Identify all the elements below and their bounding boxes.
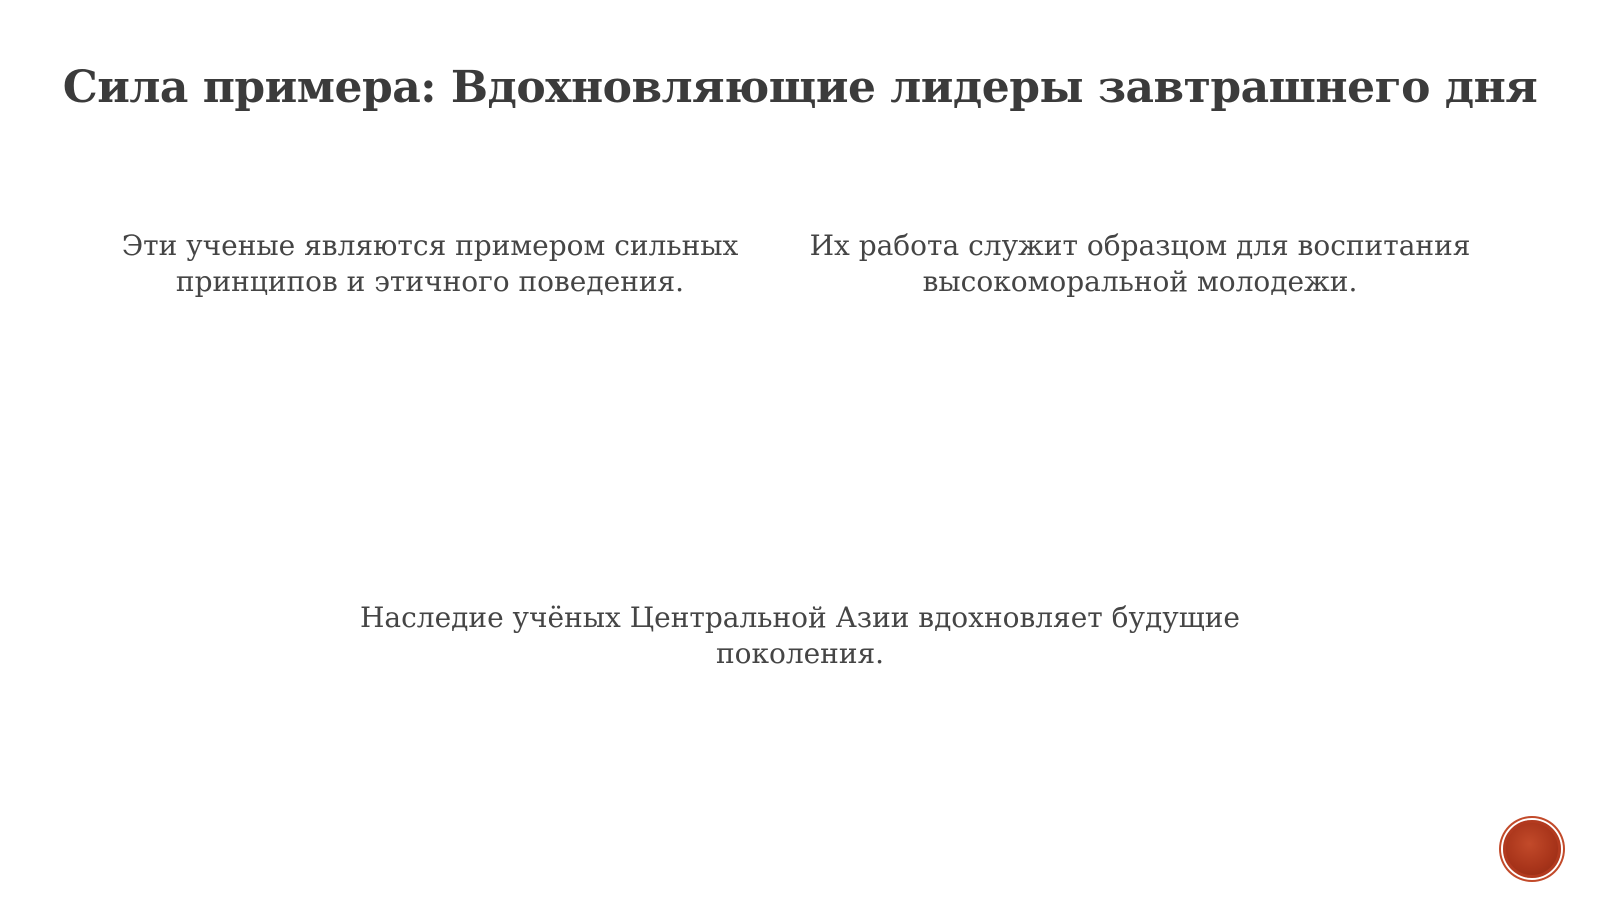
bottom-text: Наследие учёных Центральной Азии вдохновляет будущие поколения. [360, 601, 1240, 670]
nav-circle-button[interactable] [1503, 820, 1561, 878]
left-text: Эти ученые являются примером сильных принципов и этичного поведения. [121, 229, 739, 298]
slide-title: Сила примера: Вдохновляющие лидеры завтрашнего дня [62, 62, 1538, 113]
right-text: Их работа служит образцом для воспитания высокоморальной молодежи. [809, 229, 1471, 298]
